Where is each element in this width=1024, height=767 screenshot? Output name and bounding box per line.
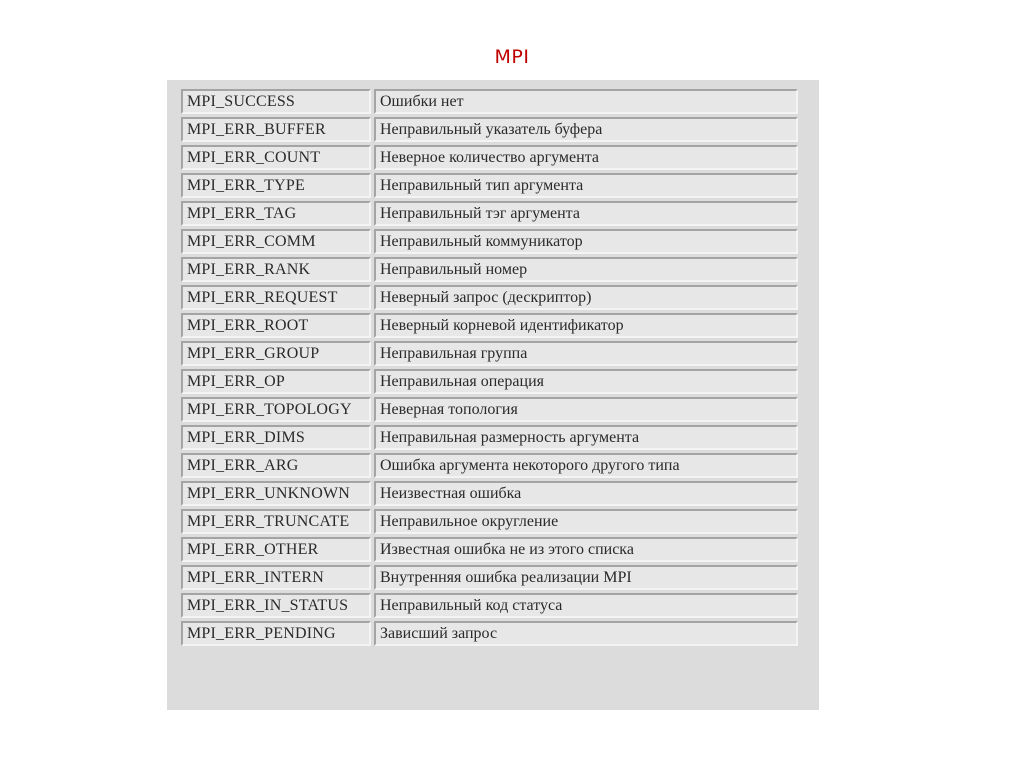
error-code-cell: MPI_ERR_REQUEST [181,285,371,310]
table-row [181,453,798,478]
table-row [181,481,798,506]
error-description-cell: Неправильный тэг аргумента [374,201,798,226]
table-row [181,621,798,646]
error-code-cell: MPI_ERR_ARG [181,453,371,478]
error-code-cell: MPI_ERR_TRUNCATE [181,509,371,534]
error-code-cell: MPI_SUCCESS [181,89,371,114]
error-description-cell: Неправильная группа [374,341,798,366]
error-code-cell: MPI_ERR_RANK [181,257,371,282]
error-description-cell: Неправильный тип аргумента [374,173,798,198]
table-row [181,229,798,254]
table-row [181,397,798,422]
error-code-cell: MPI_ERR_DIMS [181,425,371,450]
error-description-cell: Неправильная размерность аргумента [374,425,798,450]
error-code-cell: MPI_ERR_PENDING [181,621,371,646]
table-row [181,369,798,394]
error-description-cell: Неправильный номер [374,257,798,282]
error-description-cell: Неправильное округление [374,509,798,534]
table-row [181,565,798,590]
error-code-cell: MPI_ERR_INTERN [181,565,371,590]
error-code-cell: MPI_ERR_IN_STATUS [181,593,371,618]
error-codes-table-image [167,80,819,710]
error-code-cell: MPI_ERR_TOPOLOGY [181,397,371,422]
error-code-cell: MPI_ERR_OP [181,369,371,394]
error-code-cell: MPI_ERR_BUFFER [181,117,371,142]
error-description-cell: Неверная топология [374,397,798,422]
table-row [181,89,798,114]
error-description-cell: Неправильный код статуса [374,593,798,618]
error-description-cell: Известная ошибка не из этого списка [374,537,798,562]
table-row [181,341,798,366]
error-code-cell: MPI_ERR_UNKNOWN [181,481,371,506]
table-row [181,117,798,142]
error-code-cell: MPI_ERR_GROUP [181,341,371,366]
error-code-cell: MPI_ERR_COUNT [181,145,371,170]
error-code-cell: MPI_ERR_ROOT [181,313,371,338]
error-description-cell: Неправильный указатель буфера [374,117,798,142]
error-code-cell: MPI_ERR_TAG [181,201,371,226]
table-row [181,425,798,450]
error-description-cell: Ошибки нет [374,89,798,114]
table-row [181,285,798,310]
error-code-cell: MPI_ERR_TYPE [181,173,371,198]
error-description-cell: Ошибка аргумента некоторого другого типа [374,453,798,478]
error-code-cell: MPI_ERR_COMM [181,229,371,254]
table-row [181,257,798,282]
error-description-cell: Неправильная операция [374,369,798,394]
error-description-cell: Внутренняя ошибка реализации MPI [374,565,798,590]
error-description-cell: Неправильный коммуникатор [374,229,798,254]
slide-title: MPI [494,46,530,68]
error-description-cell: Неверный запрос (дескриптор) [374,285,798,310]
table-row [181,593,798,618]
error-codes-table [178,86,801,649]
error-code-cell: MPI_ERR_OTHER [181,537,371,562]
error-description-cell: Неверный корневой идентификатор [374,313,798,338]
table-row [181,201,798,226]
table-row [181,509,798,534]
table-row [181,173,798,198]
error-description-cell: Неизвестная ошибка [374,481,798,506]
table-row [181,145,798,170]
error-description-cell: Неверное количество аргумента [374,145,798,170]
table-row [181,537,798,562]
table-row [181,313,798,338]
error-description-cell: Зависший запрос [374,621,798,646]
error-codes-table-body [181,89,798,646]
